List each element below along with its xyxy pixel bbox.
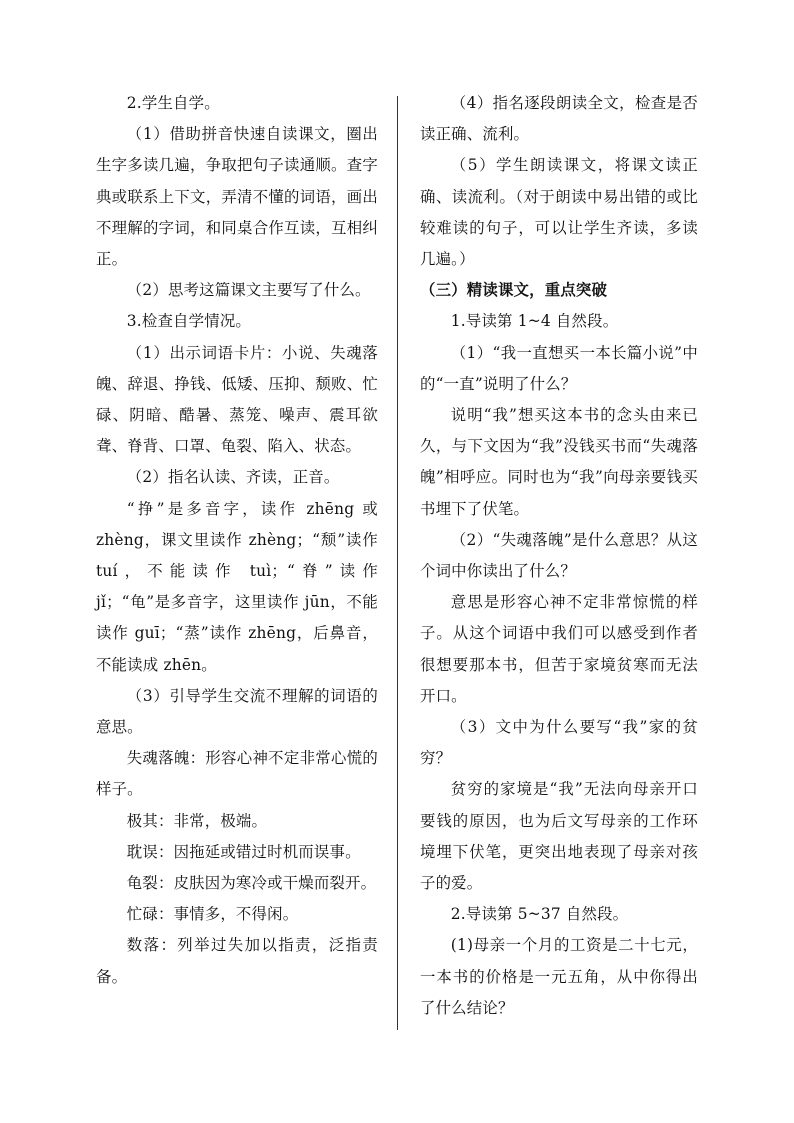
- paragraph: 2.学生自学。: [126, 94, 220, 112]
- paragraph: 2.导读第 5~37 自然段。: [450, 905, 629, 924]
- paragraph: （4）指名逐段朗读全文，检查是否读正确、流利。: [420, 94, 698, 144]
- paragraph: 失魂落魄：形容心神不定非常心慌的样子。: [96, 749, 378, 799]
- paragraph: （三）精读课文，重点突破: [420, 281, 608, 300]
- paragraph: “挣”是多音字，读作 zhēng 或 zhèng，课文里读作 zhèng；“颓”读作 tuí，不能读作 tuì；“脊”读作 jǐ；“龟”是多音字，这里读作 jūn，不能读作 guī；“蒸”读作 zhēng，后鼻音，不能读成 zhēn。: [96, 499, 378, 674]
- paragraph: （2）“失魂落魄”是什么意思？从这个词中你读出了什么？: [420, 530, 698, 581]
- paragraph: 说明“我”想买这本书的念头由来已久，与下文因为“我”没钱买书而“失魂落魄”相呼应。同时也为“我”向母亲要钱买书埋下了伏笔。: [420, 406, 698, 518]
- paragraph: 3.检查自学情况。: [126, 312, 252, 331]
- paragraph: (1)母亲一个月的工资是二十七元，一本书的价格是一元五角，从中你得出了什么结论？: [420, 936, 698, 1017]
- paragraph: 贫穷的家境是“我”无法向母亲开口要钱的原因，也为后文写母亲的工作环境埋下伏笔，更突出地表现了母亲对孩子的爱。: [420, 780, 698, 893]
- paragraph: （3）引导学生交流不理解的词语的意思。: [96, 686, 378, 737]
- right-column: [420, 88, 698, 1024]
- paragraph: （1）借助拼音快速自读课文，圈出生字多读几遍，争取把句子读通顺。查字典或联系上下文，弄清不懂的词语，画出不理解的字词，和同桌合作互读，互相纠正。: [96, 125, 378, 269]
- paragraph: （1）“我一直想买一本长篇小说”中的“一直”说明了什么？: [420, 343, 698, 393]
- paragraph: （2）指名认读、齐读，正音。: [126, 468, 340, 487]
- paragraph: 意思是形容心神不定非常惊慌的样子。从这个词语中我们可以感受到作者很想要那本书，但苦于家境贫寒而无法开口。: [420, 593, 698, 705]
- paragraph: （1）出示词语卡片：小说、失魂落魄、辞退、挣钱、低矮、压抑、颓败、忙碌、阴暗、酷暑、蒸笼、噪声、震耳欲聋、脊背、口罩、龟裂、陷入、状态。: [96, 343, 378, 456]
- paragraph: 1.导读第 1~4 自然段。: [450, 312, 619, 331]
- paragraph: （3）文中为什么要写“我”家的贫穷？: [420, 718, 698, 768]
- paragraph: 极其：非常，极端。: [126, 811, 268, 830]
- paragraph: 龟裂：皮肤因为寒冷或干燥而裂开。: [126, 874, 377, 893]
- left-column: [96, 88, 378, 993]
- column-divider: [397, 96, 398, 1030]
- paragraph: （5）学生朗读课文，将课文读正确、读流利。（对于朗读中易出错的或比较难读的句子，可以让学生齐读，多读几遍。）: [420, 156, 698, 269]
- paragraph: 忙碌：事情多，不得闲。: [126, 905, 299, 924]
- paragraph: 耽误：因拖延或错过时机而误事。: [126, 842, 361, 861]
- paragraph: （2）思考这篇课文主要写了什么。: [126, 281, 371, 300]
- paragraph: 数落：列举过失加以指责，泛指责备。: [96, 936, 378, 986]
